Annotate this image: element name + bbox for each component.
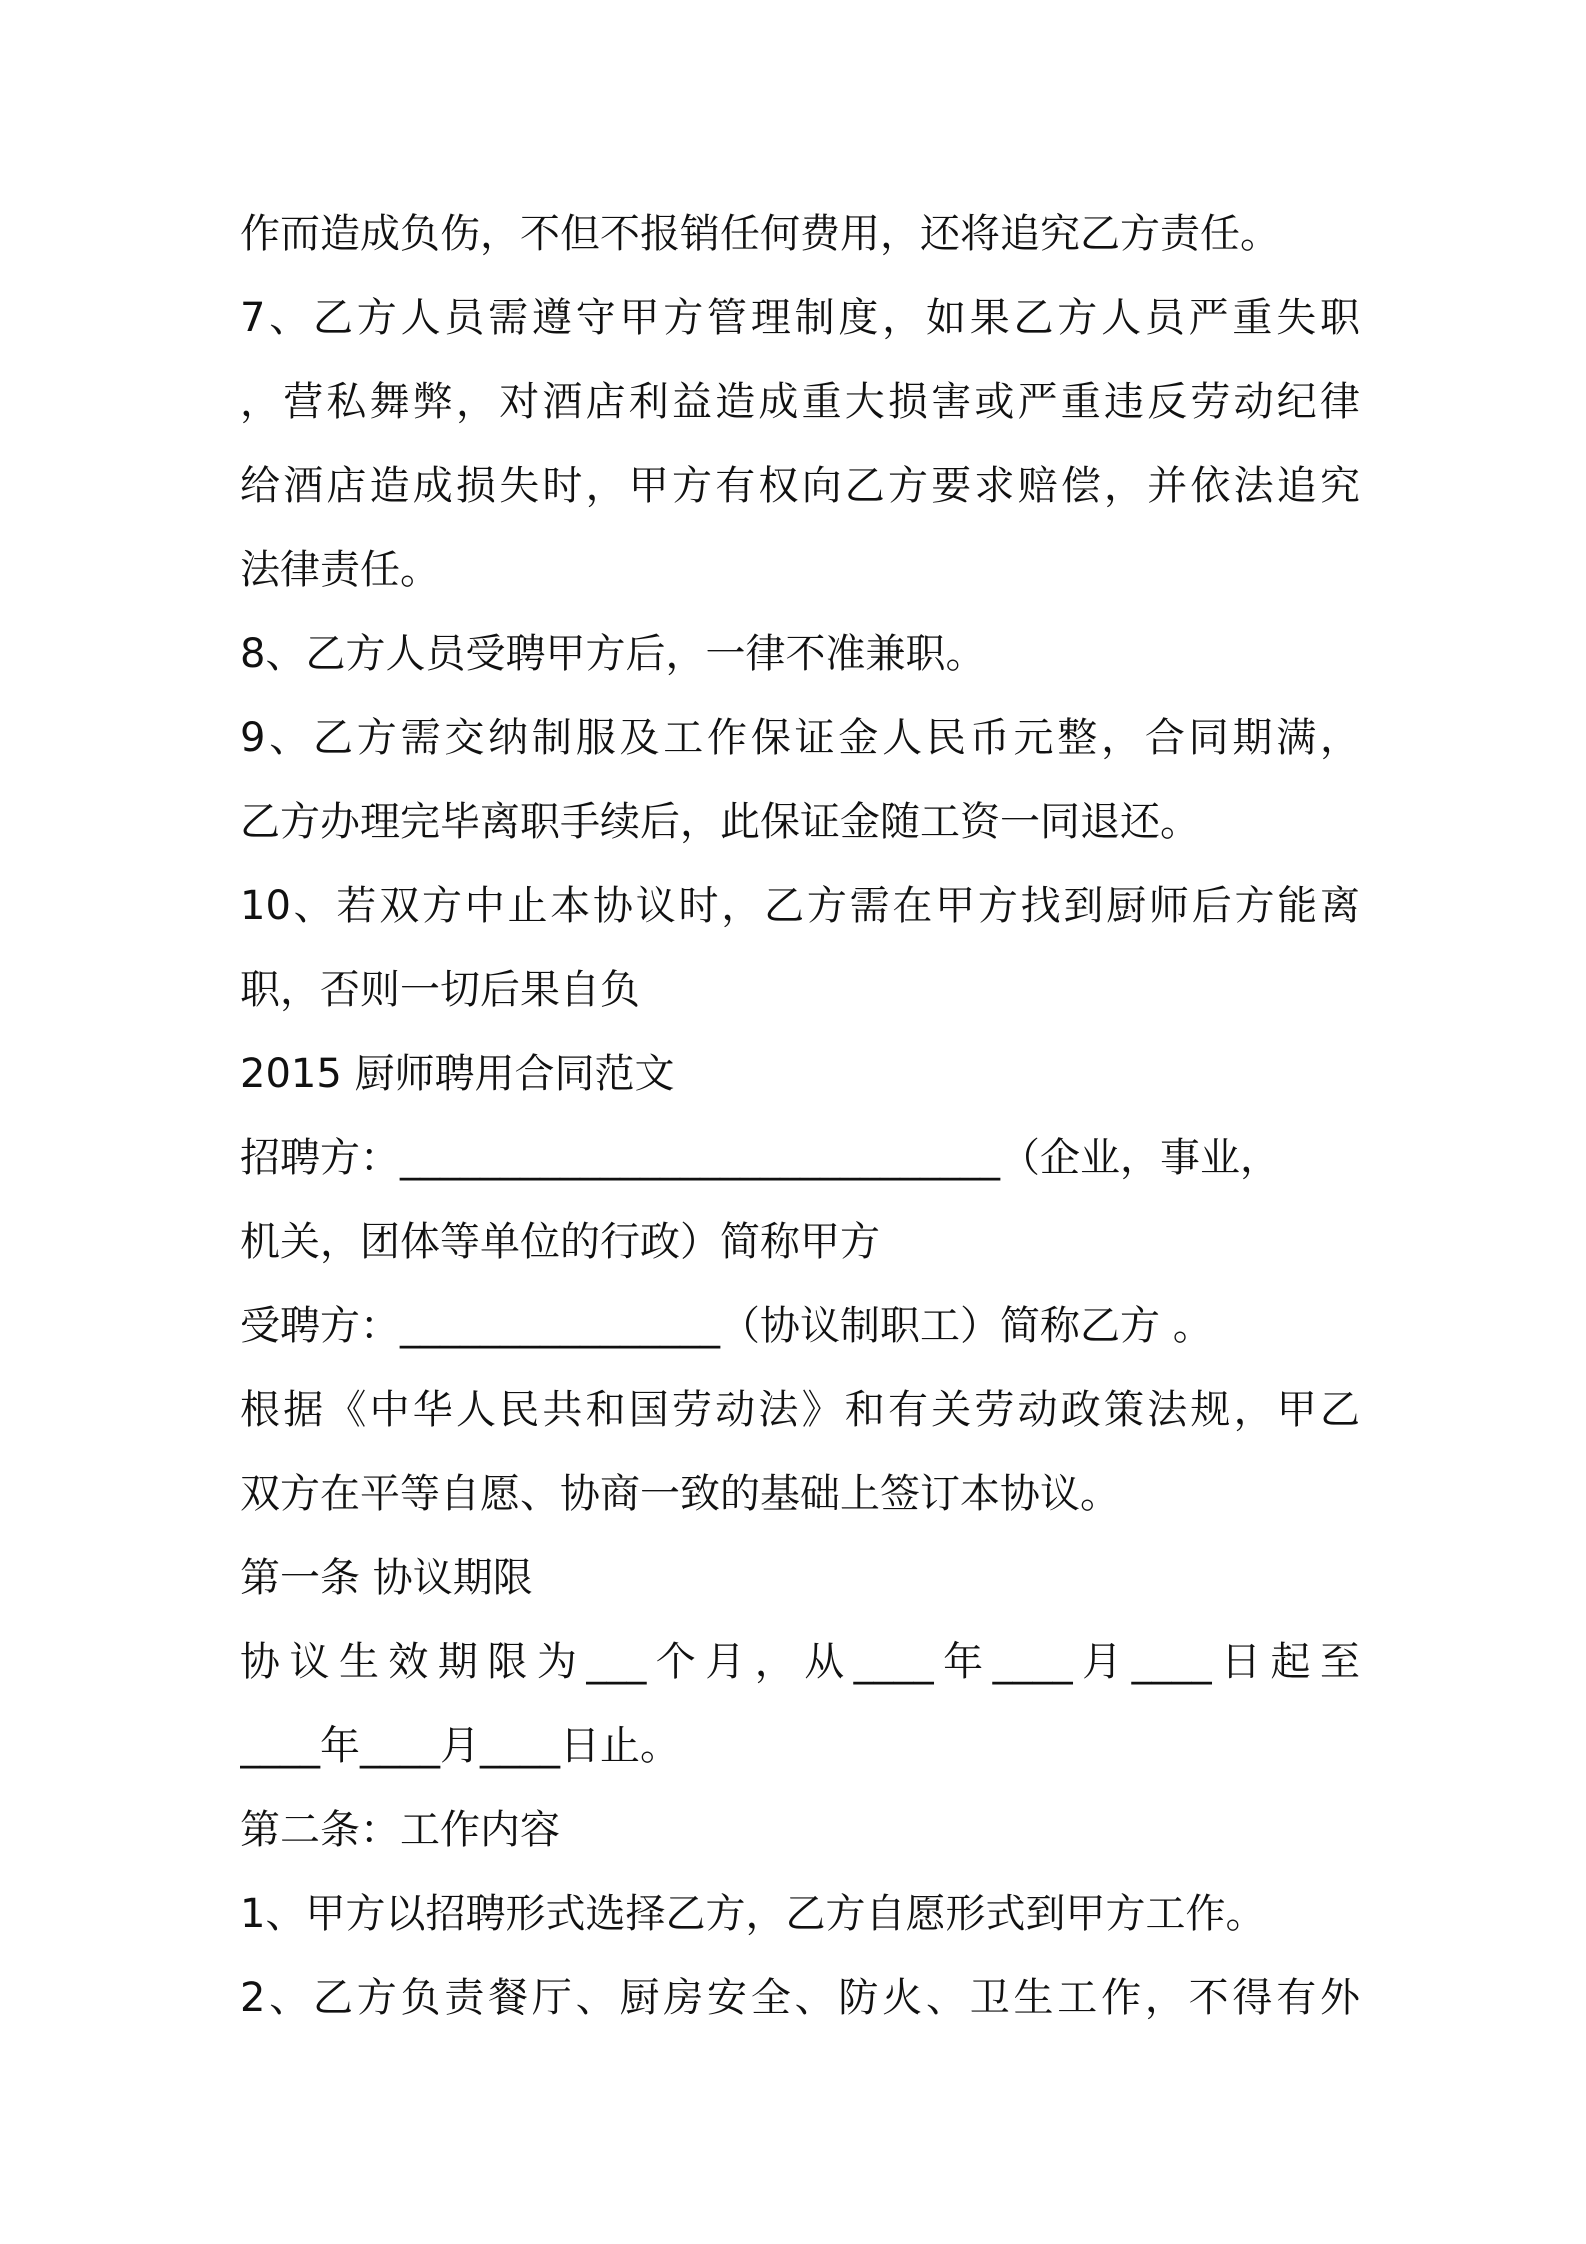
text-line: ____年____月____日止。 [240, 1723, 680, 1769]
text-line: 2、乙方负责餐厅、厨房安全、防火、卫生工作，不得有外 [240, 1975, 1360, 2021]
article-heading: 第二条：工作内容 [240, 1807, 560, 1853]
text-line: 机关，团体等单位的行政）简称甲方 [240, 1219, 880, 1265]
text-line: 协议生效期限为___个月，从____年____月____日起至 [240, 1639, 1360, 1685]
text-line: 受聘方：________________（协议制职工）简称乙方 。 [240, 1303, 1213, 1349]
text-line: 法律责任。 [240, 547, 440, 593]
text-line: 招聘方：______________________________（企业，事业， [240, 1135, 1280, 1181]
text-line: 10、若双方中止本协议时，乙方需在甲方找到厨师后方能离 [240, 883, 1360, 929]
text-line: 1、甲方以招聘形式选择乙方，乙方自愿形式到甲方工作。 [240, 1891, 1266, 1937]
text-line: ，营私舞弊，对酒店利益造成重大损害或严重违反劳动纪律 [240, 379, 1360, 425]
text-line: 职，否则一切后果自负 [240, 967, 640, 1013]
text-line: 作而造成负伤，不但不报销任何费用，还将追究乙方责任。 [240, 211, 1280, 257]
article-heading: 第一条 协议期限 [240, 1555, 533, 1601]
text-line: 乙方办理完毕离职手续后，此保证金随工资一同退还。 [240, 799, 1200, 845]
text-line: 9、乙方需交纳制服及工作保证金人民币元整，合同期满， [240, 715, 1360, 761]
text-line: 8、乙方人员受聘甲方后，一律不准兼职。 [240, 631, 986, 677]
text-line: 给酒店造成损失时，甲方有权向乙方要求赔偿，并依法追究 [240, 463, 1360, 509]
document-body [240, 192, 1360, 2040]
text-line: 根据《中华人民共和国劳动法》和有关劳动政策法规，甲乙 [240, 1387, 1360, 1433]
text-line: 7、乙方人员需遵守甲方管理制度，如果乙方人员严重失职 [240, 295, 1360, 341]
text-line: 双方在平等自愿、协商一致的基础上签订本协议。 [240, 1471, 1120, 1517]
section-title: 2015 厨师聘用合同范文 [240, 1051, 675, 1097]
